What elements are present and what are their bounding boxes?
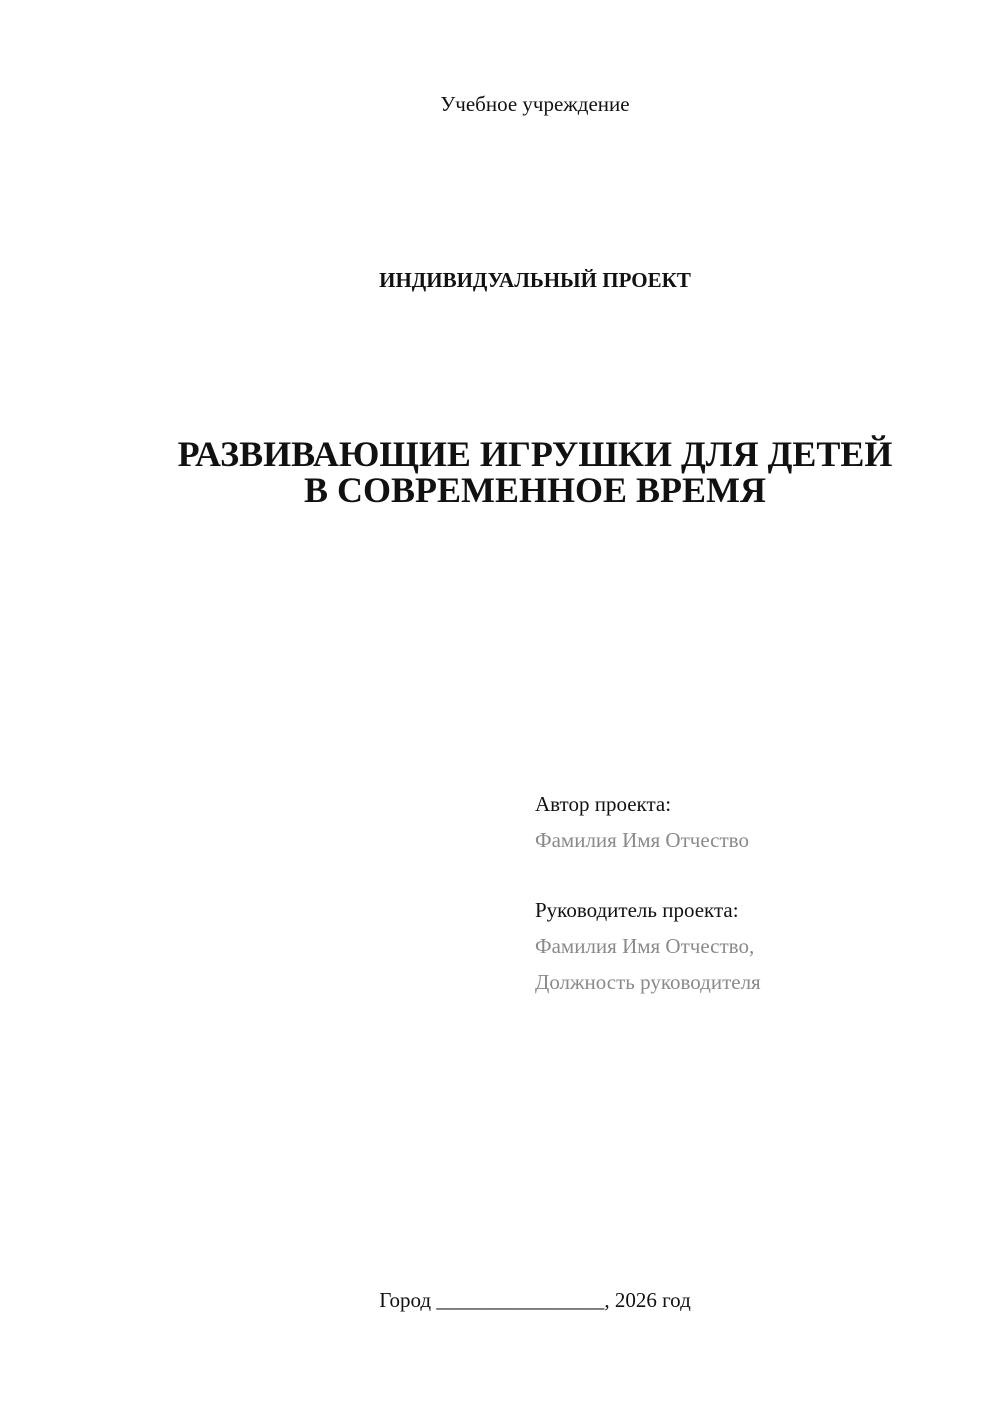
supervisor-block [535,892,761,1000]
author-name: Фамилия Имя Отчество [535,828,749,852]
project-title-line-2: В СОВРЕМЕННОЕ ВРЕМЯ [303,470,767,510]
institution-name: Учебное учреждение [440,92,630,116]
city-year-footer: Город ________________, 2026 год [379,1288,691,1312]
author-label: Автор проекта: [535,792,672,816]
supervisor-label: Руководитель проекта: [535,898,739,922]
supervisor-name: Фамилия Имя Отчество, [535,934,755,958]
project-title [0,436,1000,508]
project-title-line-1: РАЗВИВАЮЩИЕ ИГРУШКИ ДЛЯ ДЕТЕЙ [177,434,893,474]
supervisor-position: Должность руководителя [535,970,761,994]
project-type-heading: ИНДИВИДУАЛЬНЫЙ ПРОЕКТ [379,268,691,292]
author-block [535,786,749,858]
